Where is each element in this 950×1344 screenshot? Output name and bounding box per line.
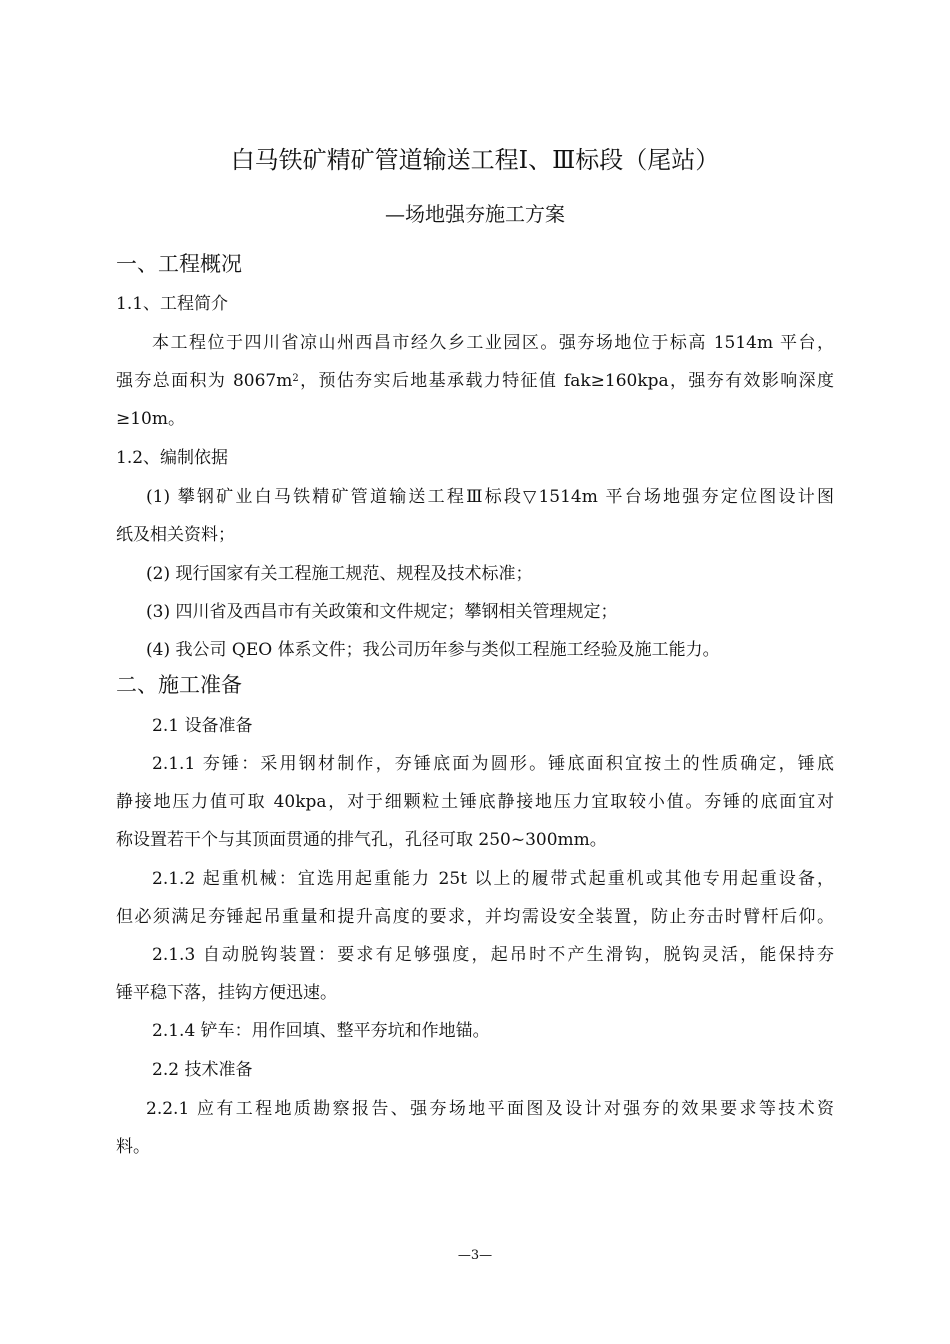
para-2-1-3-line-2: 锤平稳下落，挂钩方便迅速。 xyxy=(116,983,337,1003)
section2-2-heading: 2.2 技术准备 xyxy=(152,1060,253,1080)
basis-item-2: (2) 现行国家有关工程施工规范、规程及技术标准； xyxy=(146,564,533,584)
intro-line-2 xyxy=(116,368,834,394)
document-title: 白马铁矿精矿管道输送工程Ⅰ、Ⅲ标段（尾站） xyxy=(230,146,720,174)
para-2-1-4: 2.1.4 铲车：用作回填、整平夯坑和作地锚。 xyxy=(152,1021,490,1041)
intro-line-2-pre: 强夯总面积为 8067m xyxy=(116,371,293,391)
basis-item-3: (3) 四川省及西昌市有关政策和文件规定；攀钢相关管理规定； xyxy=(146,602,618,622)
section1-2-heading: 1.2、编制依据 xyxy=(116,448,229,468)
document-subtitle: —场地强夯施工方案 xyxy=(385,202,565,226)
intro-line-2-post: ，预估夯实后地基承载力特征值 fak≥160kpa，强夯有效影响深度 xyxy=(298,371,834,391)
para-2-1-1-line-2: 静接地压力值可取 40kpa，对于细颗粒土锤底静接地压力宜取较小值。夯锤的底面宜对 xyxy=(116,792,834,812)
basis-item-1-line-2: 纸及相关资料； xyxy=(116,525,235,545)
page-number: —3— xyxy=(457,1248,493,1263)
basis-item-1-line-1: (1) 攀钢矿业白马铁精矿管道输送工程Ⅲ标段▽1514m 平台场地强夯定位图设计图 xyxy=(146,487,834,507)
para-2-1-2-line-2: 但必须满足夯锤起吊重量和提升高度的要求，并均需设安全装置，防止夯击时臂杆后仰。 xyxy=(116,907,834,927)
para-2-1-1-line-1: 2.1.1 夯锤：采用钢材制作，夯锤底面为圆形。锤底面积宜按土的性质确定，锤底 xyxy=(152,754,834,774)
para-2-1-2-line-1: 2.1.2 起重机械：宜选用起重能力 25t 以上的履带式起重机或其他专用起重设备， xyxy=(152,869,834,889)
intro-line-1: 本工程位于四川省凉山州西昌市经久乡工业园区。强夯场地位于标高 1514m 平台， xyxy=(152,333,834,353)
para-2-2-1-line-1: 2.2.1 应有工程地质勘察报告、强夯场地平面图及设计对强夯的效果要求等技术资 xyxy=(146,1099,834,1119)
intro-line-3: ≥10m。 xyxy=(116,409,185,429)
para-2-2-1-line-2: 料。 xyxy=(116,1137,150,1157)
para-2-1-3-line-1: 2.1.3 自动脱钩装置：要求有足够强度，起吊时不产生滑钩，脱钩灵活，能保持夯 xyxy=(152,945,834,965)
section2-1-heading: 2.1 设备准备 xyxy=(152,716,253,736)
basis-item-4: (4) 我公司 QEO 体系文件；我公司历年参与类似工程施工经验及施工能力。 xyxy=(146,640,720,660)
section1-heading: 一、工程概况 xyxy=(116,252,242,276)
para-2-1-1-line-3: 称设置若干个与其顶面贯通的排气孔，孔径可取 250~300mm。 xyxy=(116,830,607,850)
area-unit-superscript: 2 xyxy=(292,373,299,384)
section1-1-heading: 1.1、工程简介 xyxy=(116,294,229,314)
section2-heading: 二、施工准备 xyxy=(116,673,242,697)
